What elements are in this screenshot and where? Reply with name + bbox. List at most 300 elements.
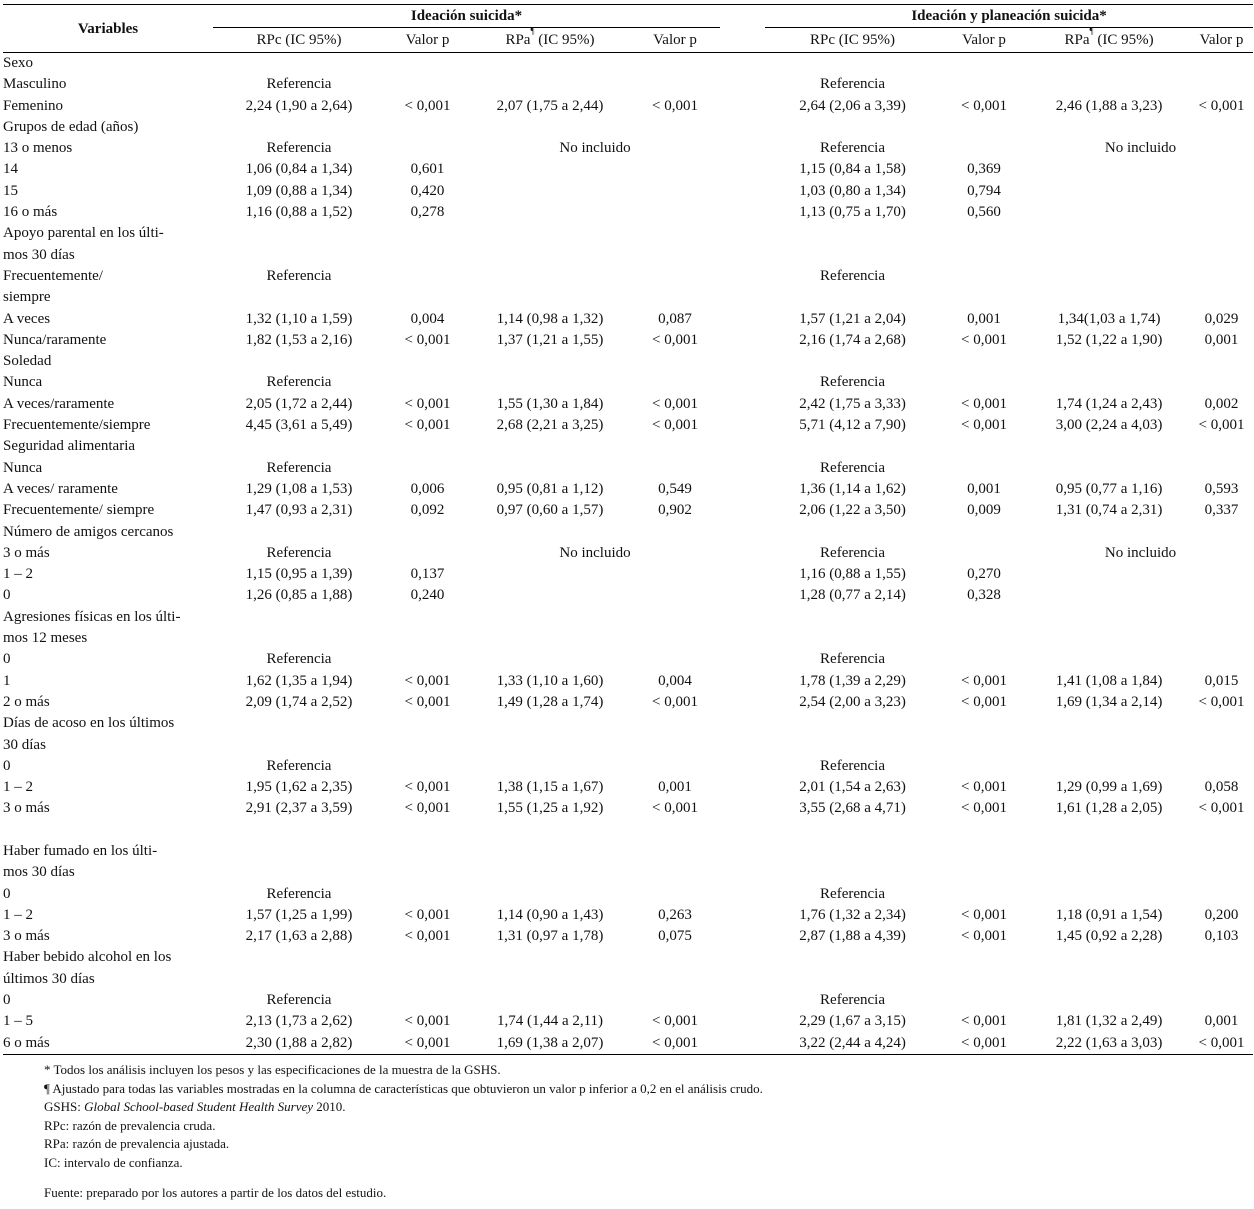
gap-cell	[720, 138, 765, 159]
valorp-rpa-planeacion	[1190, 458, 1253, 479]
gap-cell	[720, 1011, 765, 1032]
rpc-ideacion: 1,26 (0,85 a 1,88)	[245, 587, 353, 604]
rpa-ideacion: No incluido	[559, 544, 631, 561]
section-label: Grupos de edad (años)	[3, 118, 139, 135]
gap-cell	[720, 990, 765, 1011]
section-label: Seguridad alimentaria	[3, 438, 136, 455]
gap-cell	[720, 479, 765, 500]
table-body	[3, 53, 1253, 1055]
section-label: Haber fumado en los últi-	[3, 842, 158, 859]
table-row	[3, 372, 1253, 393]
valorp-rpa-ideacion	[630, 181, 720, 202]
rpa-planeacion	[1028, 266, 1190, 287]
section-row	[3, 862, 1253, 883]
valorp-rpc-planeacion: 0,009	[967, 502, 1001, 519]
rpa-ideacion	[470, 564, 630, 585]
col-header-valorp: Valor p	[940, 28, 1028, 53]
valorp-rpc-ideacion	[385, 756, 470, 777]
rpa-ideacion: No incluido	[559, 140, 631, 157]
valorp-rpc-planeacion	[940, 990, 1028, 1011]
footnotes	[44, 1061, 763, 1202]
valorp-rpc-planeacion	[940, 138, 1028, 159]
section-label: Sexo	[3, 55, 33, 71]
gap-cell	[720, 96, 765, 117]
valorp-rpa-ideacion: < 0,001	[652, 331, 698, 348]
section-row	[3, 53, 1253, 75]
valorp-rpa-planeacion	[1190, 202, 1253, 223]
col-header-rpc: RPc (IC 95%)	[765, 28, 940, 53]
rpa-ideacion	[470, 756, 630, 777]
rpa-ideacion	[470, 884, 630, 905]
source-note: Fuente: preparado por los autores a partir de los datos del estudio.	[44, 1184, 387, 1200]
valorp-rpc-ideacion: < 0,001	[404, 331, 451, 348]
valorp-rpa-ideacion: < 0,001	[652, 97, 698, 114]
valorp-rpa-ideacion	[630, 756, 720, 777]
row-label: 1 – 5	[3, 1013, 33, 1030]
variables-header: Variables	[3, 5, 213, 53]
rpc-ideacion: Referencia	[266, 544, 332, 561]
rpc-planeacion: 5,71 (4,12 a 7,90)	[799, 417, 906, 434]
rpa-ideacion	[470, 585, 630, 606]
rpc-planeacion: 2,87 (1,88 a 4,39)	[799, 928, 906, 945]
valorp-rpa-ideacion	[630, 74, 720, 95]
table-row	[3, 159, 1253, 180]
valorp-rpc-ideacion: 0,420	[410, 182, 445, 199]
rpc-ideacion: Referencia	[266, 459, 332, 476]
header-gap	[720, 28, 765, 53]
rpa-ideacion	[470, 458, 630, 479]
valorp-rpc-planeacion: < 0,001	[961, 693, 1008, 710]
valorp-rpc-planeacion	[940, 372, 1028, 393]
table-row	[3, 543, 1253, 564]
table-row	[3, 905, 1253, 926]
group-header-ideacion: Ideación suicida*	[213, 5, 720, 28]
rpa-planeacion: 2,46 (1,88 a 3,23)	[1055, 97, 1163, 114]
col-header-rpa: RPa¶ (IC 95%)	[470, 28, 630, 53]
valorp-rpc-ideacion: 0,278	[410, 204, 445, 221]
rpa-ideacion: 1,37 (1,21 a 1,55)	[496, 331, 604, 348]
rpc-planeacion: 1,16 (0,88 a 1,55)	[799, 566, 906, 583]
rpc-planeacion: Referencia	[820, 374, 885, 391]
valorp-rpc-ideacion	[385, 649, 470, 670]
valorp-rpc-planeacion: < 0,001	[961, 1013, 1008, 1030]
rpa-planeacion	[1028, 564, 1190, 585]
rpc-ideacion: 1,82 (1,53 a 2,16)	[245, 331, 353, 348]
valorp-rpc-ideacion: 0,240	[410, 587, 445, 604]
valorp-rpc-ideacion	[385, 990, 470, 1011]
valorp-rpc-planeacion: < 0,001	[961, 331, 1008, 348]
rpc-planeacion: 1,28 (0,77 a 2,14)	[799, 587, 906, 604]
header-gap	[720, 5, 765, 28]
valorp-rpa-ideacion	[630, 649, 720, 670]
results-table	[3, 4, 1253, 1055]
header-row-groups	[3, 5, 1253, 28]
valorp-rpc-planeacion: 0,369	[967, 161, 1001, 178]
rpa-ideacion: 1,49 (1,28 a 1,74)	[496, 693, 604, 710]
valorp-rpa-planeacion: < 0,001	[1198, 417, 1245, 434]
valorp-rpa-ideacion: < 0,001	[652, 693, 698, 710]
rpc-ideacion: Referencia	[266, 757, 332, 774]
valorp-rpa-planeacion	[1190, 884, 1253, 905]
row-label: Masculino	[3, 76, 67, 93]
table-row	[3, 309, 1253, 330]
rpa-ideacion	[470, 159, 630, 180]
rpc-planeacion: 3,55 (2,68 a 4,71)	[799, 800, 906, 817]
table-row	[3, 138, 1253, 159]
rpa-planeacion: 1,61 (1,28 a 2,05)	[1055, 800, 1163, 817]
rpc-ideacion: Referencia	[266, 267, 332, 284]
rpc-ideacion: 2,17 (1,63 a 2,88)	[245, 928, 353, 945]
valorp-rpa-planeacion	[1190, 990, 1253, 1011]
rpc-ideacion: 2,05 (1,72 a 2,44)	[245, 395, 353, 412]
gap-cell	[720, 884, 765, 905]
col-header-valorp: Valor p	[630, 28, 720, 53]
rpa-planeacion: 0,95 (0,77 a 1,16)	[1055, 480, 1163, 497]
row-label: 1	[3, 672, 11, 689]
empty-cell	[213, 287, 1253, 308]
valorp-rpa-planeacion: 0,103	[1204, 928, 1239, 945]
section-row	[3, 713, 1253, 734]
spacer-row	[3, 820, 1253, 841]
valorp-rpc-ideacion: 0,006	[410, 480, 445, 497]
rpc-planeacion: 2,54 (2,00 a 3,23)	[799, 693, 906, 710]
row-label: 6 o más	[3, 1033, 213, 1055]
table-row	[3, 585, 1253, 606]
valorp-rpa-planeacion	[1190, 372, 1253, 393]
section-label: Número de amigos cercanos	[3, 523, 174, 540]
valorp-rpa-planeacion: 0,593	[1204, 480, 1239, 497]
row-label: 15	[3, 182, 18, 199]
gap-cell	[720, 777, 765, 798]
section-row	[3, 607, 1253, 628]
rpa-ideacion: 1,14 (0,90 a 1,43)	[496, 906, 604, 923]
table-row	[3, 479, 1253, 500]
row-label: 0	[3, 885, 11, 902]
col-header-valorp: Valor p	[385, 28, 470, 53]
valorp-rpc-planeacion: 0,001	[967, 480, 1001, 497]
rpa-ideacion	[470, 372, 630, 393]
rpa-planeacion: 1,31 (0,74 a 2,31)	[1055, 502, 1163, 519]
rpc-planeacion: Referencia	[820, 757, 885, 774]
valorp-rpa-ideacion	[630, 990, 720, 1011]
valorp-rpc-planeacion: < 0,001	[961, 779, 1008, 796]
row-label: 1 – 2	[3, 906, 33, 923]
valorp-rpc-ideacion: < 0,001	[404, 672, 451, 689]
valorp-rpa-ideacion: < 0,001	[652, 800, 698, 817]
rpa-planeacion: 1,81 (1,32 a 2,49)	[1055, 1013, 1163, 1030]
rpa-ideacion: 2,07 (1,75 a 2,44)	[496, 97, 604, 114]
footnote-star: * Todos los análisis incluyen los pesos y las especificaciones de la muestra de la GSHS.	[44, 1062, 501, 1077]
rpc-ideacion: Referencia	[266, 992, 332, 1009]
table-row	[3, 500, 1253, 521]
rpa-planeacion: 1,52 (1,22 a 1,90)	[1055, 331, 1163, 348]
valorp-rpc-ideacion	[385, 543, 470, 564]
valorp-rpc-planeacion: < 0,001	[961, 672, 1008, 689]
rpa-ideacion: 1,69 (1,38 a 2,07)	[470, 1033, 630, 1055]
rpc-ideacion: 2,13 (1,73 a 2,62)	[245, 1013, 353, 1030]
valorp-rpc-ideacion	[385, 372, 470, 393]
gap-cell	[720, 309, 765, 330]
gap-cell	[720, 543, 765, 564]
valorp-rpc-ideacion: < 0,001	[385, 1033, 470, 1055]
rpa-planeacion	[1028, 756, 1190, 777]
rpc-ideacion: 1,09 (0,88 a 1,34)	[245, 182, 353, 199]
rpa-ideacion: 1,74 (1,44 a 2,11)	[496, 1013, 604, 1030]
valorp-rpc-planeacion: < 0,001	[940, 1033, 1028, 1055]
row-label: Frecuentemente/	[3, 267, 103, 284]
valorp-rpc-ideacion: 0,137	[410, 566, 445, 583]
empty-cell	[213, 436, 1253, 457]
rpa-planeacion	[1028, 458, 1190, 479]
valorp-rpa-planeacion: < 0,001	[1198, 97, 1245, 114]
empty-cell	[213, 713, 1253, 734]
valorp-rpa-ideacion: 0,902	[658, 502, 692, 519]
rpc-planeacion: 3,22 (2,44 a 4,24)	[765, 1033, 940, 1055]
row-label: Frecuentemente/siempre	[3, 417, 151, 434]
rpc-planeacion: 1,76 (1,32 a 2,34)	[799, 906, 906, 923]
section-label: Apoyo parental en los últi-	[3, 225, 164, 242]
valorp-rpc-ideacion: 0,601	[410, 161, 445, 178]
empty-cell	[213, 223, 1253, 244]
valorp-rpa-ideacion: 0,075	[658, 928, 692, 945]
valorp-rpc-ideacion: < 0,001	[404, 693, 451, 710]
row-label: Nunca/raramente	[3, 331, 107, 348]
rpc-ideacion: Referencia	[266, 76, 332, 93]
table-row	[3, 181, 1253, 202]
valorp-rpa-planeacion	[1190, 159, 1253, 180]
valorp-rpa-planeacion: 0,337	[1204, 502, 1239, 519]
row-label: Nunca	[3, 374, 43, 391]
rpc-planeacion: 1,15 (0,84 a 1,58)	[799, 161, 906, 178]
rpc-ideacion: 1,32 (1,10 a 1,59)	[245, 310, 353, 327]
empty-cell	[213, 522, 1253, 543]
gap-cell	[720, 415, 765, 436]
table-row	[3, 798, 1253, 819]
section-label: Soledad	[3, 353, 52, 370]
valorp-rpc-ideacion: < 0,001	[404, 800, 451, 817]
valorp-rpa-ideacion	[630, 159, 720, 180]
rpa-planeacion: 2,22 (1,63 a 3,03)	[1028, 1033, 1190, 1055]
valorp-rpa-planeacion: 0,029	[1204, 310, 1239, 327]
rpa-ideacion	[470, 202, 630, 223]
empty-cell	[213, 351, 1253, 372]
rpa-planeacion: 3,00 (2,24 a 4,03)	[1055, 417, 1163, 434]
empty-cell	[213, 628, 1253, 649]
valorp-rpa-ideacion: 0,001	[658, 779, 692, 796]
table-row	[3, 202, 1253, 223]
valorp-rpa-planeacion	[1190, 649, 1253, 670]
gap-cell	[720, 692, 765, 713]
rpc-ideacion: 1,06 (0,84 a 1,34)	[245, 161, 353, 178]
rpa-ideacion	[470, 649, 630, 670]
table-row	[3, 756, 1253, 777]
valorp-rpa-ideacion: 0,549	[658, 480, 692, 497]
valorp-rpa-planeacion	[1190, 585, 1253, 606]
rpc-ideacion: 2,09 (1,74 a 2,52)	[245, 693, 353, 710]
valorp-rpc-ideacion	[385, 74, 470, 95]
valorp-rpa-planeacion	[1190, 564, 1253, 585]
valorp-rpa-ideacion: 0,004	[658, 672, 692, 689]
row-label: 13 o menos	[3, 140, 73, 157]
rpc-planeacion: 2,42 (1,75 a 3,33)	[799, 395, 906, 412]
valorp-rpc-ideacion: < 0,001	[404, 97, 451, 114]
valorp-rpc-planeacion	[940, 543, 1028, 564]
gap-cell	[720, 266, 765, 287]
valorp-rpa-planeacion	[1190, 756, 1253, 777]
spacer-cell	[3, 820, 1253, 841]
rpc-planeacion: Referencia	[820, 992, 885, 1009]
gap-cell	[720, 202, 765, 223]
valorp-rpc-planeacion	[940, 884, 1028, 905]
rpc-planeacion: 1,13 (0,75 a 1,70)	[799, 204, 906, 221]
rpa-planeacion	[1028, 649, 1190, 670]
table-row	[3, 74, 1253, 95]
rpa-ideacion: 1,31 (0,97 a 1,78)	[496, 928, 604, 945]
section-row	[3, 351, 1253, 372]
table-row	[3, 564, 1253, 585]
empty-cell	[213, 117, 1253, 138]
gap-cell	[720, 330, 765, 351]
gap-cell	[720, 74, 765, 95]
rpa-planeacion	[1028, 884, 1190, 905]
rpc-ideacion: Referencia	[266, 374, 332, 391]
valorp-rpc-planeacion: 0,270	[967, 566, 1001, 583]
rpc-ideacion: Referencia	[266, 140, 332, 157]
gap-cell	[720, 671, 765, 692]
section-row	[3, 969, 1253, 990]
valorp-rpa-ideacion: < 0,001	[630, 1033, 720, 1055]
table-row	[3, 394, 1253, 415]
rpa-ideacion: 0,97 (0,60 a 1,57)	[496, 502, 604, 519]
section-row	[3, 522, 1253, 543]
rpc-ideacion: Referencia	[266, 885, 332, 902]
row-label: 1 – 2	[3, 566, 33, 583]
gap-cell	[720, 458, 765, 479]
rpa-planeacion: No incluido	[1104, 140, 1177, 157]
valorp-rpc-planeacion	[940, 756, 1028, 777]
rpc-planeacion: Referencia	[820, 267, 885, 284]
rpc-ideacion: 2,24 (1,90 a 2,64)	[245, 97, 353, 114]
gap-cell	[720, 905, 765, 926]
section-label: Haber bebido alcohol en los	[3, 949, 172, 966]
rpa-planeacion: 1,18 (0,91 a 1,54)	[1055, 906, 1163, 923]
group-header-ideacion-planeacion: Ideación y planeación suicida*	[765, 5, 1253, 28]
valorp-rpc-planeacion: < 0,001	[961, 928, 1008, 945]
rpa-ideacion	[470, 990, 630, 1011]
section-row	[3, 117, 1253, 138]
table-row	[3, 990, 1253, 1011]
rpc-planeacion: 1,57 (1,21 a 2,04)	[799, 310, 906, 327]
valorp-rpc-planeacion: < 0,001	[961, 800, 1008, 817]
rpa-ideacion: 1,55 (1,30 a 1,84)	[496, 395, 604, 412]
valorp-rpc-planeacion: < 0,001	[961, 906, 1008, 923]
section-label: 30 días	[3, 736, 46, 753]
gap-cell	[720, 500, 765, 521]
empty-cell	[213, 53, 1253, 75]
valorp-rpa-planeacion	[1190, 181, 1253, 202]
rpa-planeacion: 1,34(1,03 a 1,74)	[1057, 310, 1161, 327]
table-row	[3, 266, 1253, 287]
gap-cell	[720, 756, 765, 777]
gap-cell	[720, 159, 765, 180]
rpa-planeacion: 1,29 (0,99 a 1,69)	[1055, 779, 1163, 796]
footnote-rpc: RPc: razón de prevalencia cruda.	[44, 1117, 216, 1133]
row-label: 3 o más	[3, 544, 50, 561]
empty-cell	[213, 841, 1253, 862]
rpa-planeacion: 1,45 (0,92 a 2,28)	[1055, 928, 1163, 945]
col-header-valorp: Valor p	[1190, 28, 1253, 53]
rpc-ideacion: 1,57 (1,25 a 1,99)	[245, 906, 353, 923]
valorp-rpa-ideacion	[630, 202, 720, 223]
valorp-rpa-ideacion	[630, 884, 720, 905]
rpc-planeacion: Referencia	[820, 651, 885, 668]
gap-cell	[720, 1033, 765, 1055]
section-row	[3, 735, 1253, 756]
valorp-rpc-ideacion	[385, 458, 470, 479]
rpa-ideacion: 1,55 (1,25 a 1,92)	[496, 800, 604, 817]
gap-cell	[720, 585, 765, 606]
row-label: 0	[3, 651, 11, 668]
footnote-gshs: GSHS: Global School-based Student Health Survey 2010.	[44, 1099, 346, 1115]
rpa-planeacion	[1028, 585, 1190, 606]
rpa-ideacion: 1,33 (1,10 a 1,60)	[496, 672, 604, 689]
table-row	[3, 926, 1253, 947]
valorp-rpc-planeacion: < 0,001	[961, 395, 1008, 412]
rpc-ideacion: Referencia	[266, 651, 332, 668]
valorp-rpc-planeacion: < 0,001	[961, 97, 1008, 114]
valorp-rpa-ideacion	[630, 564, 720, 585]
empty-cell	[213, 969, 1253, 990]
empty-cell	[213, 735, 1253, 756]
table-row	[3, 287, 1253, 308]
valorp-rpa-planeacion	[1190, 266, 1253, 287]
rpa-ideacion	[470, 74, 630, 95]
gap-cell	[720, 564, 765, 585]
valorp-rpa-ideacion: < 0,001	[652, 395, 698, 412]
rpc-planeacion: Referencia	[820, 544, 885, 561]
rpc-ideacion: 4,45 (3,61 a 5,49)	[245, 417, 353, 434]
valorp-rpc-ideacion: < 0,001	[404, 928, 451, 945]
row-label: Nunca	[3, 459, 43, 476]
rpc-ideacion: 1,16 (0,88 a 1,52)	[245, 204, 353, 221]
col-header-rpc: RPc (IC 95%)	[213, 28, 385, 53]
rpc-ideacion: 1,62 (1,35 a 1,94)	[245, 672, 353, 689]
valorp-rpc-ideacion	[385, 266, 470, 287]
valorp-rpc-ideacion: < 0,001	[404, 395, 451, 412]
section-row	[3, 947, 1253, 968]
valorp-rpa-ideacion	[630, 458, 720, 479]
section-row	[3, 841, 1253, 862]
gap-cell	[720, 181, 765, 202]
footnote-pilcrow: ¶ Ajustado para todas las variables mostradas en la columna de características que obtuvieron un valor p inferior a 0,2 en el análisis crudo.	[44, 1080, 763, 1096]
table-row	[3, 777, 1253, 798]
table-row	[3, 415, 1253, 436]
valorp-rpc-planeacion	[940, 458, 1028, 479]
valorp-rpa-ideacion: 0,263	[658, 906, 692, 923]
row-label: A veces/raramente	[3, 395, 115, 412]
row-label: 0	[3, 992, 11, 1009]
row-label: Femenino	[3, 97, 63, 114]
valorp-rpa-planeacion: 0,001	[1204, 1013, 1239, 1030]
gap-cell	[720, 649, 765, 670]
valorp-rpc-planeacion: 0,328	[967, 587, 1001, 604]
rpa-ideacion: 2,68 (2,21 a 3,25)	[496, 417, 604, 434]
section-row	[3, 245, 1253, 266]
rpc-ideacion: 1,47 (0,93 a 2,31)	[245, 502, 353, 519]
rpc-planeacion: 1,03 (0,80 a 1,34)	[799, 182, 906, 199]
valorp-rpa-ideacion: 0,087	[658, 310, 692, 327]
empty-cell	[213, 862, 1253, 883]
